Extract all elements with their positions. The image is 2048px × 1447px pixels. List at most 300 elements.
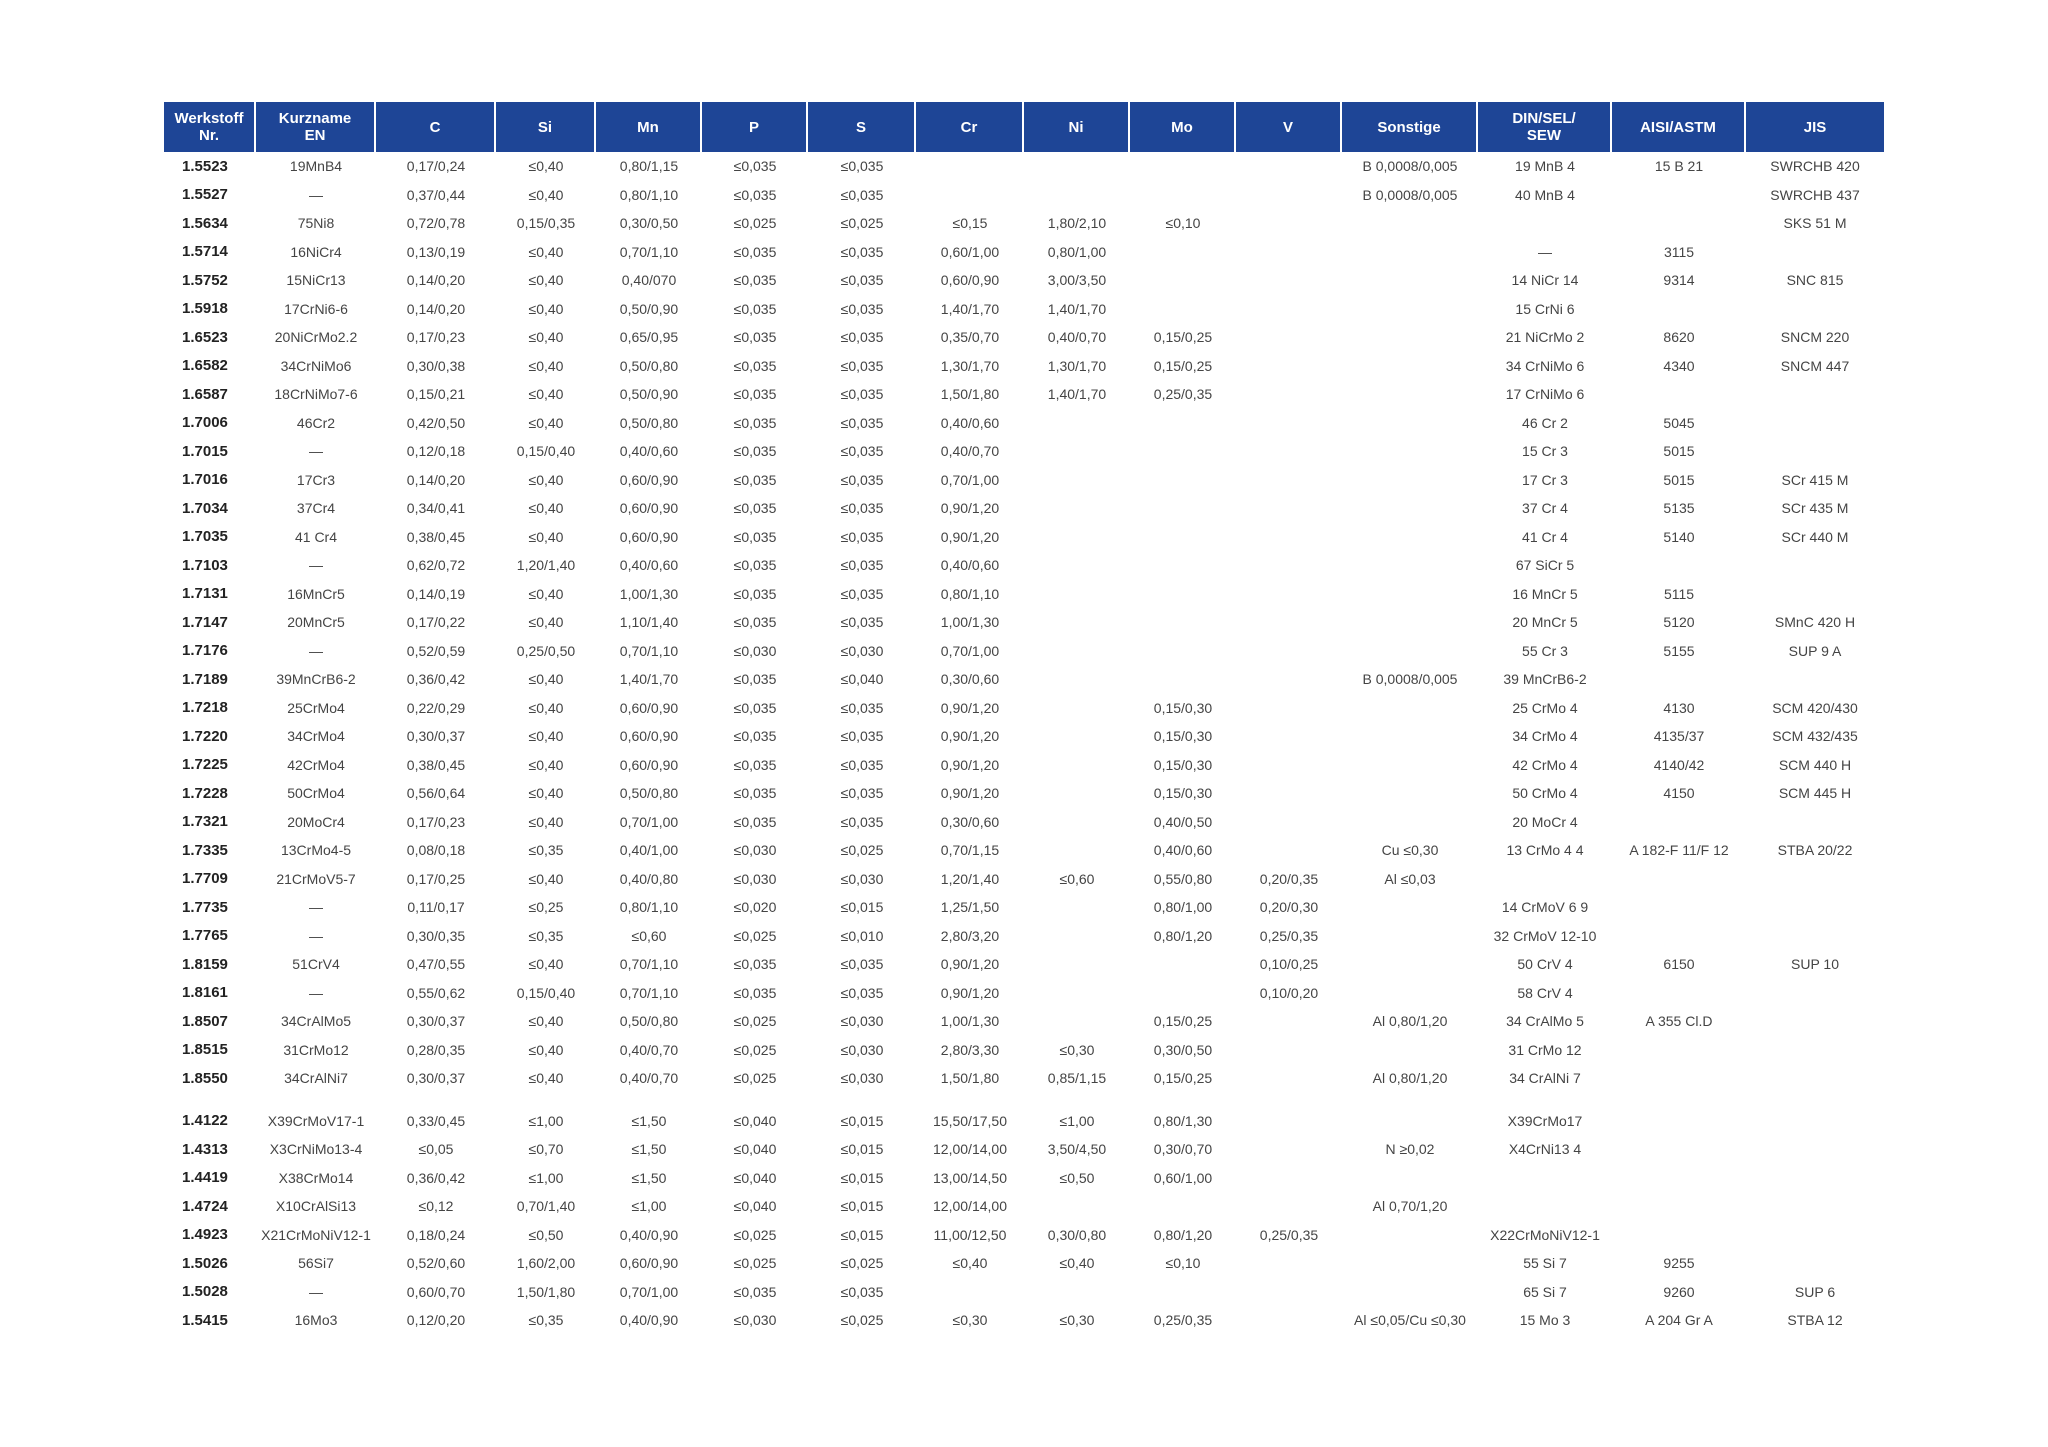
cell-col-c: 0,38/0,45 — [406, 756, 466, 773]
cell-col-din-sel-sew: 50 CrMo 4 — [1512, 785, 1578, 802]
header-col-mn: Mn — [596, 102, 702, 152]
cell-col-werkstoff-nr: 1.7335 — [182, 841, 228, 859]
cell-col-v: 0,10/0,20 — [1259, 984, 1319, 1001]
cell-col-din-sel-sew — [1478, 209, 1612, 238]
cell-col-werkstoff-nr: 1.8507 — [182, 1012, 228, 1030]
cell-col-mo — [1130, 409, 1236, 438]
cell-col-sonstige: N ≥0,02 — [1385, 1141, 1435, 1158]
cell-col-aisi-astm — [1612, 1221, 1746, 1250]
cell-col-jis — [1746, 865, 1884, 894]
table-row — [164, 1306, 1884, 1335]
cell-col-kurzname: — — [309, 642, 323, 659]
cell-col-jis — [1746, 409, 1884, 438]
cell-col-v — [1236, 209, 1342, 238]
cell-col-kurzname: 21CrMoV5-7 — [276, 870, 356, 887]
cell-col-si: ≤0,40 — [528, 471, 564, 488]
cell-col-mo: 0,30/0,50 — [1153, 1041, 1213, 1058]
cell-col-mn: 0,70/1,00 — [619, 1283, 679, 1300]
cell-col-kurzname: 20NiCrMo2.2 — [274, 329, 358, 346]
cell-col-din-sel-sew: 14 NiCr 14 — [1511, 272, 1579, 289]
cell-col-ni — [1024, 608, 1130, 637]
cell-col-si: ≤0,40 — [528, 614, 564, 631]
cell-col-jis: STBA 20/22 — [1777, 842, 1853, 859]
cell-col-werkstoff-nr: 1.4313 — [182, 1140, 228, 1158]
table-row — [164, 523, 1884, 552]
cell-col-p: ≤0,035 — [733, 186, 777, 203]
cell-col-p: ≤0,025 — [733, 215, 777, 232]
cell-col-aisi-astm: 9255 — [1663, 1255, 1695, 1272]
cell-col-kurzname: — — [309, 186, 323, 203]
cell-col-p: ≤0,025 — [733, 927, 777, 944]
cell-col-c: 0,47/0,55 — [406, 956, 466, 973]
cell-col-ni — [1024, 580, 1130, 609]
cell-col-v: 0,10/0,25 — [1259, 956, 1319, 973]
cell-col-jis — [1746, 1107, 1884, 1136]
cell-col-din-sel-sew: 15 Mo 3 — [1519, 1312, 1571, 1329]
cell-col-cr: 0,90/1,20 — [940, 728, 1000, 745]
cell-col-sonstige — [1342, 751, 1478, 780]
cell-col-din-sel-sew: X22CrMoNiV12-1 — [1490, 1226, 1600, 1243]
cell-col-cr: 1,25/1,50 — [940, 899, 1000, 916]
cell-col-ni: ≤0,60 — [1059, 870, 1095, 887]
cell-col-s: ≤0,035 — [840, 243, 884, 260]
cell-col-cr: 11,00/12,50 — [933, 1226, 1007, 1243]
cell-col-c: ≤0,12 — [418, 1198, 454, 1215]
cell-col-cr: ≤0,30 — [952, 1312, 988, 1329]
cell-col-s: ≤0,035 — [840, 557, 884, 574]
cell-col-si: 0,15/0,35 — [516, 215, 576, 232]
group-spacer — [164, 1093, 1884, 1107]
cell-col-werkstoff-nr: 1.5523 — [182, 157, 228, 175]
cell-col-mn: 0,70/1,10 — [619, 984, 679, 1001]
cell-col-werkstoff-nr: 1.7189 — [182, 670, 228, 688]
cell-col-si: 0,15/0,40 — [516, 984, 576, 1001]
cell-col-din-sel-sew: 42 CrMo 4 — [1512, 756, 1578, 773]
cell-col-kurzname: 19MnB4 — [289, 158, 343, 175]
cell-col-din-sel-sew: 31 CrMo 12 — [1508, 1041, 1582, 1058]
cell-col-din-sel-sew: 25 CrMo 4 — [1512, 699, 1578, 716]
cell-col-sonstige — [1342, 295, 1478, 324]
cell-col-mn: 0,70/1,10 — [619, 642, 679, 659]
cell-col-werkstoff-nr: 1.7228 — [182, 784, 228, 802]
cell-col-ni — [1024, 836, 1130, 865]
cell-col-mn: 0,40/0,60 — [619, 557, 679, 574]
cell-col-p: ≤0,035 — [733, 671, 777, 688]
cell-col-din-sel-sew: 55 Si 7 — [1523, 1255, 1567, 1272]
header-col-s: S — [808, 102, 916, 152]
cell-col-aisi-astm: 6150 — [1663, 956, 1695, 973]
cell-col-mn: 0,40/0,60 — [619, 443, 679, 460]
cell-col-cr: 15,50/17,50 — [933, 1112, 1007, 1129]
cell-col-p: ≤0,040 — [733, 1198, 777, 1215]
table-row — [164, 722, 1884, 751]
cell-col-si: ≤0,40 — [528, 386, 564, 403]
table-body — [164, 152, 1884, 1335]
cell-col-din-sel-sew: 15 Cr 3 — [1522, 443, 1568, 460]
cell-col-ni — [1024, 665, 1130, 694]
cell-col-si: ≤0,70 — [528, 1141, 564, 1158]
cell-col-c: ≤0,05 — [418, 1141, 454, 1158]
cell-col-si: ≤0,40 — [528, 329, 564, 346]
cell-col-c: 0,08/0,18 — [406, 842, 466, 859]
cell-col-aisi-astm: 5120 — [1663, 614, 1695, 631]
cell-col-ni: ≤0,40 — [1059, 1255, 1095, 1272]
cell-col-din-sel-sew: 50 CrV 4 — [1517, 956, 1573, 973]
cell-col-kurzname: 34CrAlMo5 — [280, 1013, 352, 1030]
cell-col-mn: 0,40/070 — [621, 272, 677, 289]
table-row — [164, 694, 1884, 723]
cell-col-v — [1236, 1036, 1342, 1065]
cell-col-jis: SKS 51 M — [1783, 215, 1847, 232]
cell-col-c: 0,28/0,35 — [406, 1041, 466, 1058]
cell-col-aisi-astm: 3115 — [1663, 243, 1695, 260]
cell-col-c: 0,15/0,21 — [406, 386, 466, 403]
cell-col-cr: 2,80/3,20 — [940, 927, 1000, 944]
cell-col-din-sel-sew: 34 CrAlMo 5 — [1506, 1013, 1584, 1030]
cell-col-aisi-astm — [1612, 209, 1746, 238]
cell-col-c: 0,14/0,20 — [406, 272, 466, 289]
cell-col-si: ≤0,40 — [528, 243, 564, 260]
cell-col-din-sel-sew — [1478, 1164, 1612, 1193]
cell-col-s: ≤0,035 — [840, 500, 884, 517]
cell-col-kurzname: 20MoCr4 — [287, 813, 345, 830]
cell-col-c: 0,30/0,35 — [406, 927, 466, 944]
cell-col-werkstoff-nr: 1.4724 — [182, 1197, 228, 1215]
cell-col-sonstige — [1342, 551, 1478, 580]
cell-col-ni: 1,80/2,10 — [1047, 215, 1107, 232]
cell-col-werkstoff-nr: 1.4923 — [182, 1226, 228, 1244]
cell-col-jis — [1746, 1164, 1884, 1193]
cell-col-werkstoff-nr: 1.5634 — [182, 214, 228, 232]
cell-col-mo — [1130, 266, 1236, 295]
cell-col-werkstoff-nr: 1.7220 — [182, 727, 228, 745]
cell-col-aisi-astm: A 204 Gr A — [1645, 1312, 1713, 1329]
cell-col-si: 1,20/1,40 — [516, 557, 576, 574]
table-row — [164, 1036, 1884, 1065]
cell-col-kurzname: 16NiCr4 — [290, 243, 342, 260]
table-row — [164, 266, 1884, 295]
table-header — [164, 102, 1884, 152]
cell-col-s: ≤0,030 — [840, 642, 884, 659]
table-row — [164, 1164, 1884, 1193]
cell-col-c: 0,52/0,60 — [406, 1255, 466, 1272]
cell-col-werkstoff-nr: 1.7176 — [182, 642, 228, 660]
cell-col-p: ≤0,030 — [733, 870, 777, 887]
cell-col-din-sel-sew: 58 CrV 4 — [1517, 984, 1573, 1001]
cell-col-p: ≤0,035 — [733, 557, 777, 574]
cell-col-cr: 1,00/1,30 — [940, 1013, 1000, 1030]
cell-col-c: 0,56/0,64 — [406, 785, 466, 802]
cell-col-sonstige: Cu ≤0,30 — [1381, 842, 1439, 859]
cell-col-c: 0,30/0,37 — [406, 1070, 466, 1087]
cell-col-s: ≤0,035 — [840, 956, 884, 973]
cell-col-p: ≤0,035 — [733, 956, 777, 973]
cell-col-si: ≤0,40 — [528, 1070, 564, 1087]
cell-col-mn: 0,60/0,90 — [619, 1255, 679, 1272]
table-row — [164, 808, 1884, 837]
cell-col-c: 0,12/0,20 — [406, 1312, 466, 1329]
cell-col-s: ≤0,035 — [840, 158, 884, 175]
cell-col-p: ≤0,035 — [733, 443, 777, 460]
cell-col-si: ≤0,40 — [528, 671, 564, 688]
cell-col-v — [1236, 1192, 1342, 1221]
cell-col-cr: 0,30/0,60 — [940, 671, 1000, 688]
cell-col-ni — [1024, 808, 1130, 837]
cell-col-aisi-astm — [1612, 181, 1746, 210]
cell-col-aisi-astm — [1612, 1164, 1746, 1193]
header-col-c: C — [376, 102, 496, 152]
table-row — [164, 922, 1884, 951]
cell-col-si: ≤0,40 — [528, 699, 564, 716]
cell-col-ni — [1024, 1007, 1130, 1036]
cell-col-p: ≤0,035 — [733, 699, 777, 716]
cell-col-kurzname: 18CrNiMo7-6 — [274, 386, 358, 403]
cell-col-sonstige — [1342, 1107, 1478, 1136]
cell-col-v — [1236, 580, 1342, 609]
cell-col-sonstige — [1342, 266, 1478, 295]
cell-col-s: ≤0,035 — [840, 813, 884, 830]
cell-col-werkstoff-nr: 1.7735 — [182, 898, 228, 916]
cell-col-mo — [1130, 979, 1236, 1008]
cell-col-p: ≤0,025 — [733, 1226, 777, 1243]
cell-col-c: 0,14/0,19 — [406, 585, 466, 602]
cell-col-kurzname: 46Cr2 — [296, 414, 336, 431]
cell-col-mn: 0,65/0,95 — [619, 329, 679, 346]
cell-col-mo: 0,15/0,30 — [1153, 756, 1213, 773]
cell-col-kurzname: 50CrMo4 — [287, 785, 345, 802]
cell-col-v — [1236, 295, 1342, 324]
cell-col-cr — [916, 181, 1024, 210]
cell-col-jis: STBA 12 — [1787, 1312, 1843, 1329]
cell-col-sonstige — [1342, 380, 1478, 409]
cell-col-mo — [1130, 551, 1236, 580]
cell-col-si: ≤0,40 — [528, 528, 564, 545]
cell-col-cr: 0,90/1,20 — [940, 984, 1000, 1001]
cell-col-sonstige — [1342, 1278, 1478, 1307]
cell-col-aisi-astm: 8620 — [1663, 329, 1695, 346]
cell-col-cr: 0,90/1,20 — [940, 785, 1000, 802]
table-row — [164, 1135, 1884, 1164]
cell-col-p: ≤0,025 — [733, 1255, 777, 1272]
cell-col-p: ≤0,035 — [733, 1283, 777, 1300]
cell-col-v — [1236, 181, 1342, 210]
cell-col-kurzname: — — [309, 899, 323, 916]
cell-col-ni: 0,40/0,70 — [1047, 329, 1107, 346]
table-row — [164, 637, 1884, 666]
cell-col-aisi-astm — [1612, 295, 1746, 324]
cell-col-jis — [1746, 665, 1884, 694]
cell-col-v — [1236, 1007, 1342, 1036]
cell-col-werkstoff-nr: 1.7034 — [182, 499, 228, 517]
cell-col-sonstige — [1342, 466, 1478, 495]
cell-col-mo: 0,30/0,70 — [1153, 1141, 1213, 1158]
cell-col-jis — [1746, 1036, 1884, 1065]
cell-col-v — [1236, 751, 1342, 780]
cell-col-din-sel-sew: 55 Cr 3 — [1522, 642, 1568, 659]
cell-col-p: ≤0,035 — [733, 728, 777, 745]
cell-col-ni: 1,40/1,70 — [1047, 300, 1107, 317]
cell-col-c: 0,17/0,23 — [406, 329, 466, 346]
cell-col-aisi-astm — [1612, 551, 1746, 580]
cell-col-werkstoff-nr: 1.4122 — [182, 1112, 228, 1130]
cell-col-v — [1236, 1278, 1342, 1307]
cell-col-jis — [1746, 1007, 1884, 1036]
cell-col-din-sel-sew: X4CrNi13 4 — [1508, 1141, 1582, 1158]
cell-col-aisi-astm: 15 B 21 — [1654, 158, 1704, 175]
cell-col-p: ≤0,035 — [733, 272, 777, 289]
cell-col-werkstoff-nr: 1.7765 — [182, 927, 228, 945]
cell-col-kurzname: X39CrMoV17-1 — [267, 1112, 365, 1129]
cell-col-kurzname: 20MnCr5 — [287, 614, 345, 631]
cell-col-jis: SCM 432/435 — [1772, 728, 1858, 745]
cell-col-kurzname: 42CrMo4 — [287, 756, 345, 773]
cell-col-ni — [1024, 922, 1130, 951]
cell-col-mn: 0,50/0,80 — [619, 357, 679, 374]
cell-col-werkstoff-nr: 1.5028 — [182, 1283, 228, 1301]
cell-col-s: ≤0,035 — [840, 756, 884, 773]
cell-col-jis: SUP 6 — [1794, 1283, 1836, 1300]
cell-col-c: 0,34/0,41 — [406, 500, 466, 517]
cell-col-v — [1236, 1306, 1342, 1335]
cell-col-mn: 0,60/0,90 — [619, 528, 679, 545]
cell-col-v — [1236, 1107, 1342, 1136]
cell-col-s: ≤0,035 — [840, 699, 884, 716]
cell-col-p: ≤0,035 — [733, 329, 777, 346]
cell-col-s: ≤0,030 — [840, 1013, 884, 1030]
cell-col-sonstige: Al ≤0,05/Cu ≤0,30 — [1354, 1312, 1466, 1329]
cell-col-mn: 0,50/0,80 — [619, 1013, 679, 1030]
cell-col-mn: 0,40/1,00 — [619, 842, 679, 859]
cell-col-werkstoff-nr: 1.7709 — [182, 870, 228, 888]
cell-col-din-sel-sew: 34 CrNiMo 6 — [1505, 357, 1585, 374]
cell-col-jis — [1746, 295, 1884, 324]
cell-col-sonstige: B 0,0008/0,005 — [1362, 158, 1458, 175]
cell-col-s: ≤0,035 — [840, 585, 884, 602]
cell-col-mo: 0,15/0,25 — [1153, 329, 1213, 346]
cell-col-mo — [1130, 950, 1236, 979]
cell-col-cr: 0,40/0,60 — [940, 557, 1000, 574]
table-row — [164, 238, 1884, 267]
cell-col-p: ≤0,035 — [733, 785, 777, 802]
cell-col-sonstige — [1342, 922, 1478, 951]
cell-col-mn: 0,40/0,70 — [619, 1070, 679, 1087]
header-col-jis: JIS — [1746, 102, 1884, 152]
cell-col-cr: 0,60/0,90 — [940, 272, 1000, 289]
cell-col-mo: ≤0,10 — [1165, 215, 1201, 232]
cell-col-si: ≤0,40 — [528, 158, 564, 175]
cell-col-s: ≤0,025 — [840, 1312, 884, 1329]
cell-col-jis: SWRCHB 437 — [1770, 186, 1860, 203]
cell-col-jis: SWRCHB 420 — [1770, 158, 1860, 175]
cell-col-mo — [1130, 580, 1236, 609]
cell-col-v — [1236, 238, 1342, 267]
cell-col-p: ≤0,035 — [733, 471, 777, 488]
table-row — [164, 409, 1884, 438]
cell-col-cr: 1,50/1,80 — [940, 386, 1000, 403]
cell-col-mo: 0,15/0,30 — [1153, 785, 1213, 802]
cell-col-mn: 0,40/0,70 — [619, 1041, 679, 1058]
cell-col-si: ≤0,40 — [528, 272, 564, 289]
cell-col-aisi-astm: 4130 — [1663, 699, 1695, 716]
header-col-ni: Ni — [1024, 102, 1130, 152]
cell-col-mn: 0,50/0,90 — [619, 386, 679, 403]
cell-col-aisi-astm: A 355 Cl.D — [1645, 1013, 1713, 1030]
cell-col-ni — [1024, 551, 1130, 580]
material-composition-table — [164, 102, 1884, 1335]
cell-col-p: ≤0,040 — [733, 1112, 777, 1129]
cell-col-din-sel-sew: 17 Cr 3 — [1522, 471, 1568, 488]
cell-col-din-sel-sew: X39CrMo17 — [1507, 1112, 1583, 1129]
header-col-aisi-astm: AISI/ASTM — [1612, 102, 1746, 152]
cell-col-s: ≤0,025 — [840, 842, 884, 859]
cell-col-kurzname: — — [309, 1283, 323, 1300]
cell-col-s: ≤0,035 — [840, 1283, 884, 1300]
cell-col-ni — [1024, 1278, 1130, 1307]
cell-col-sonstige — [1342, 580, 1478, 609]
cell-col-v — [1236, 722, 1342, 751]
table-row — [164, 665, 1884, 694]
cell-col-aisi-astm: A 182-F 11/F 12 — [1629, 842, 1729, 859]
cell-col-v — [1236, 665, 1342, 694]
cell-col-si: ≤0,40 — [528, 585, 564, 602]
cell-col-aisi-astm: 4135/37 — [1653, 728, 1705, 745]
cell-col-mo: 0,25/0,35 — [1153, 1312, 1213, 1329]
cell-col-c: 0,36/0,42 — [406, 671, 466, 688]
cell-col-sonstige: B 0,0008/0,005 — [1362, 186, 1458, 203]
cell-col-p: ≤0,025 — [733, 1041, 777, 1058]
cell-col-sonstige — [1342, 1221, 1478, 1250]
cell-col-ni: ≤1,00 — [1059, 1112, 1095, 1129]
cell-col-v — [1236, 551, 1342, 580]
cell-col-aisi-astm — [1612, 1107, 1746, 1136]
cell-col-c: 0,30/0,37 — [406, 728, 466, 745]
cell-col-s: ≤0,035 — [840, 614, 884, 631]
cell-col-cr: 0,40/0,60 — [940, 414, 1000, 431]
cell-col-c: 0,38/0,45 — [406, 528, 466, 545]
steel-grades-sheet — [164, 102, 1884, 1335]
cell-col-ni: ≤0,30 — [1059, 1312, 1095, 1329]
cell-col-sonstige — [1342, 722, 1478, 751]
cell-col-ni — [1024, 523, 1130, 552]
cell-col-din-sel-sew: 14 CrMoV 6 9 — [1501, 899, 1589, 916]
cell-col-mo: 0,40/0,60 — [1153, 842, 1213, 859]
cell-col-jis: SCr 415 M — [1781, 471, 1849, 488]
cell-col-c: 0,12/0,18 — [406, 443, 466, 460]
cell-col-ni: ≤0,50 — [1059, 1169, 1095, 1186]
cell-col-mo: 0,15/0,30 — [1153, 728, 1213, 745]
cell-col-si: ≤0,40 — [528, 756, 564, 773]
cell-col-aisi-astm: 4140/42 — [1653, 756, 1705, 773]
cell-col-werkstoff-nr: 1.5527 — [182, 186, 228, 204]
cell-col-v — [1236, 608, 1342, 637]
cell-col-mo — [1130, 1192, 1236, 1221]
cell-col-aisi-astm — [1612, 893, 1746, 922]
cell-col-jis: SUP 10 — [1791, 956, 1839, 973]
cell-col-kurzname: 41 Cr4 — [294, 528, 338, 545]
cell-col-aisi-astm: 5015 — [1663, 471, 1695, 488]
cell-col-jis: SCr 435 M — [1781, 500, 1849, 517]
cell-col-c: 0,17/0,23 — [406, 813, 466, 830]
cell-col-aisi-astm — [1612, 1135, 1746, 1164]
cell-col-kurzname: X10CrAlSi13 — [275, 1198, 357, 1215]
cell-col-p: ≤0,035 — [733, 984, 777, 1001]
cell-col-kurzname: 16Mo3 — [294, 1312, 338, 1329]
cell-col-kurzname: 15NiCr13 — [286, 272, 346, 289]
table-row — [164, 1278, 1884, 1307]
cell-col-si: 0,15/0,40 — [516, 443, 576, 460]
cell-col-aisi-astm — [1612, 808, 1746, 837]
cell-col-din-sel-sew: 19 MnB 4 — [1515, 158, 1575, 175]
